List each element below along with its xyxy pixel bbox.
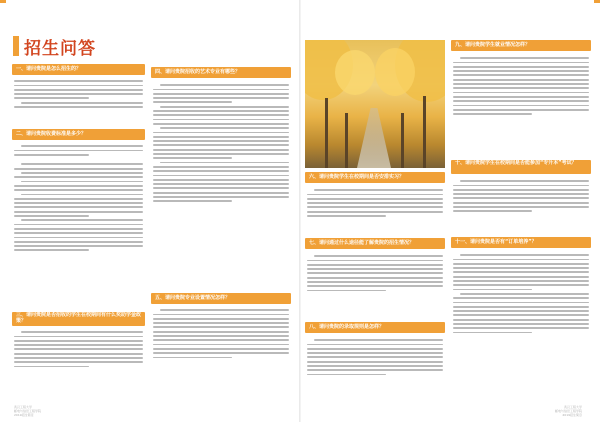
question-heading — [451, 160, 591, 174]
question-label: 六、请问贵院学生在校期间是否安排实习？ — [309, 174, 405, 180]
question-heading — [151, 67, 291, 78]
answer-text — [453, 252, 589, 405]
answer-text — [307, 337, 443, 405]
question-heading — [451, 237, 591, 248]
campus-avenue-photo — [305, 40, 445, 168]
question-label: 十一、请问贵院是否有“订单培养”？ — [455, 239, 537, 245]
answer-text — [307, 187, 443, 237]
answer-text — [14, 329, 143, 405]
corner-mark-right — [594, 0, 600, 3]
question-label: 八、请问贵院的录取规则是怎样？ — [309, 324, 385, 330]
answer-text — [14, 78, 143, 128]
answer-text — [453, 55, 589, 165]
corner-mark-left — [0, 0, 6, 3]
page-spine — [299, 0, 301, 422]
question-heading — [12, 64, 145, 75]
answer-text — [14, 143, 143, 309]
footer-right: 武汉工程大学 邮电与信息工程学院 2019招生简章 — [555, 405, 583, 417]
question-label: 四、请问贵院招收的艺术专业有哪些？ — [155, 69, 241, 75]
question-heading — [451, 40, 591, 51]
question-label: 五、请问贵院专业设置情况怎样？ — [155, 295, 231, 301]
question-label: 一、请问贵院是怎么招生的？ — [16, 66, 82, 72]
question-label: 七、请问通过什么途径能了解贵院的招生情况？ — [309, 240, 415, 246]
answer-text — [307, 253, 443, 323]
question-heading — [305, 238, 445, 249]
question-heading — [151, 293, 291, 304]
question-label: 十、请问贵院学生在校期间是否能参加“专升本”考试？ — [455, 160, 577, 166]
question-label: 九、请问贵院学生就业情况怎样？ — [455, 42, 531, 48]
page-title: 招生问答 — [24, 39, 96, 59]
question-heading — [12, 129, 145, 140]
answer-text — [153, 307, 289, 405]
question-label: 三、请问贵院是否招收的学生在校期间有什么奖助学金政策？ — [16, 312, 142, 324]
question-heading — [305, 322, 445, 333]
title-accent-bar — [13, 36, 19, 56]
question-label: 二、请问贵院收费标准是多少？ — [16, 131, 87, 137]
question-heading — [12, 312, 145, 326]
question-heading — [305, 172, 445, 183]
answer-text — [453, 178, 589, 236]
footer-left: 武汉工程大学 邮电与信息工程学院 2019招生简章 — [14, 405, 42, 417]
answer-text — [153, 82, 289, 290]
